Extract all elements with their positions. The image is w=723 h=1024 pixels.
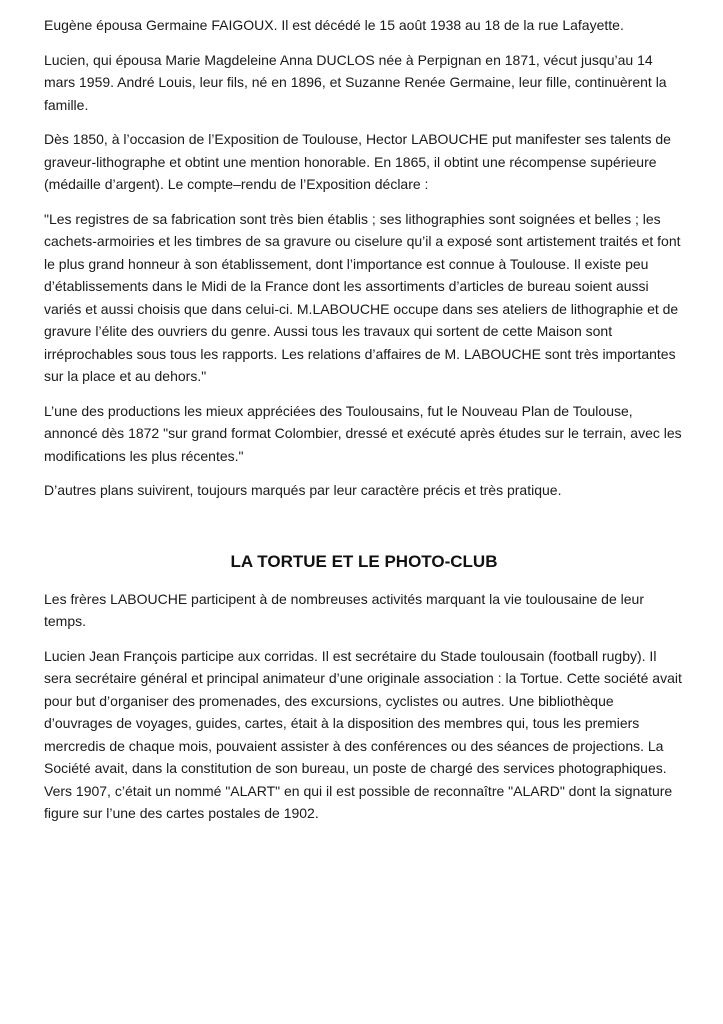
paragraph-exposition-quote: "Les registres de sa fabrication sont très bien établis ; ses lithographies sont soignées et belles ; les cachets-armoiries et les timbres de sa gravure ou ciselure qu’il a exposé sont artistement traités et font le plus grand honneur à son établissement, dont l’importance est connue à Toulouse. Il existe peu d’établissements dans le Midi de la France dont les assortiments d’articles de bureau soient aussi variés et aussi choisis que dans celui-ci. M.LABOUCHE occupe dans ses ateliers de lithographie et de gravure l’élite des ouvriers du genre. Aussi tous les travaux qui sortent de cette Maison sont irréprochables sous tous les rapports. Les relations d’affaires de M. LABOUCHE sont très importantes sur la place et au dehors."	[44, 210, 681, 384]
paragraph-exposition-1850: Dès 1850, à l’occasion de l’Exposition de Toulouse, Hector LABOUCHE put manifester ses talents de graveur-lithographe et obtint une mention honorable. En 1865, il obtint une récompense supérieure (médaille d’argent). Le compte–rendu de l’Exposition déclare :	[44, 131, 671, 192]
paragraph-freres-labouche: Les frères LABOUCHE participent à de nombreuses activités marquant la vie toulousaine de leur temps.	[44, 590, 644, 629]
paragraph-la-tortue: Lucien Jean François participe aux corridas. Il est secrétaire du Stade toulousain (football rugby). Il sera secrétaire général et principal animateur d’une originale association : la Tortue. Cette société avait pour but d’organiser des promenades, des excursions, cyclistes ou autres. Une bibliothèque d’ouvrages de voyages, guides, cartes, était à la disposition des membres qui, tous les premiers mercredis de chaque mois, pouvaient assister à des conférences ou des séances de projections. La Société avait, dans la constitution de son bureau, un poste de chargé des services photographiques. Vers 1907, c’était un nommé "ALART" en qui il est possible de reconnaître "ALARD" dont la signature figure sur l’une des cartes postales de 1902.	[44, 647, 682, 821]
paragraph-eugene-marriage: Eugène épousa Germaine FAIGOUX. Il est décédé le 15 août 1938 au 18 de la rue Lafayette.	[44, 17, 624, 33]
paragraph-autres-plans: D’autres plans suivirent, toujours marqués par leur caractère précis et très pratique.	[44, 482, 562, 498]
document-page	[44, 14, 684, 837]
section-title: LA TORTUE ET LE PHOTO-CLUB	[230, 551, 498, 571]
paragraph-nouveau-plan: L’une des productions les mieux appréciées des Toulousains, fut le Nouveau Plan de Toulouse, annoncé dès 1872 "sur grand format Colombier, dressé et exécuté après études sur le terrain, avec les modifications les plus récentes."	[44, 402, 682, 464]
paragraph-lucien-family: Lucien, qui épousa Marie Magdeleine Anna DUCLOS née à Perpignan en 1871, vécut jusqu’au 14 mars 1959. André Louis, leur fils, né en 1896, et Suzanne Renée Germaine, leur fille, continuèrent la famille.	[44, 51, 667, 113]
